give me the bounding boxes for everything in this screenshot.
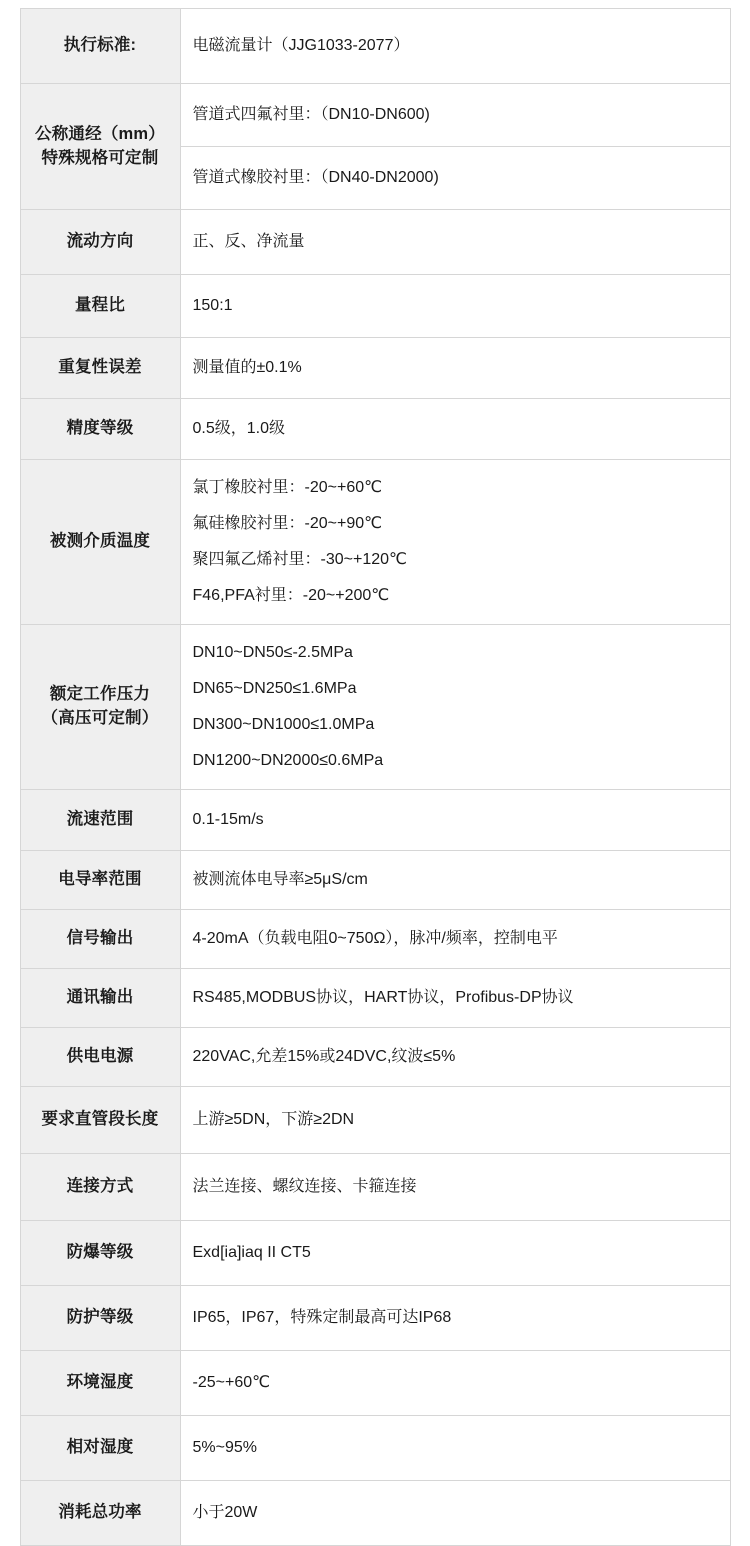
row-value: 法兰连接、螺纹连接、卡箍连接 [180,1154,730,1221]
row-value: 电磁流量计（JJG1033-2077） [180,9,730,84]
row-label: 被测介质温度 [20,460,180,625]
row-value: 0.5级，1.0级 [180,399,730,460]
row-value: 管道式四氟衬里：（DN10-DN600) [180,84,730,147]
row-value: 150:1 [180,275,730,338]
table-row [20,969,730,1028]
row-label: 电导率范围 [20,851,180,910]
table-row [20,460,730,625]
row-label: 供电电源 [20,1028,180,1087]
table-row [20,1351,730,1416]
row-label: 执行标准: [20,9,180,84]
row-value: 管道式橡胶衬里：（DN40-DN2000) [180,147,730,210]
table-row [20,1028,730,1087]
table-row [20,851,730,910]
table-row [20,9,730,84]
table-row [20,275,730,338]
row-label: 量程比 [20,275,180,338]
row-value: RS485,MODBUS协议，HART协议，Profibus-DP协议 [180,969,730,1028]
row-label: 流动方向 [20,210,180,275]
row-label: 防爆等级 [20,1221,180,1286]
table-row [20,1286,730,1351]
spec-table-body [20,9,730,1546]
row-label: 通讯输出 [20,969,180,1028]
table-row [20,84,730,147]
table-row [20,1481,730,1546]
row-label: 额定工作压力 （高压可定制） [20,625,180,790]
row-label: 消耗总功率 [20,1481,180,1546]
table-row [20,338,730,399]
row-label: 环境湿度 [20,1351,180,1416]
row-label: 连接方式 [20,1154,180,1221]
row-value: 小于20W [180,1481,730,1546]
row-label: 公称通经（mm） 特殊规格可定制 [20,84,180,210]
table-row [20,1154,730,1221]
table-row [20,210,730,275]
row-value: 氯丁橡胶衬里：-20~+60℃ 氟硅橡胶衬里：-20~+90℃ 聚四氟乙烯衬里：-30~+120℃ F46,PFA衬里：-20~+200℃ [180,460,730,625]
table-row [20,790,730,851]
table-row [20,1416,730,1481]
table-row [20,399,730,460]
row-label: 相对湿度 [20,1416,180,1481]
table-row [20,1221,730,1286]
row-label: 精度等级 [20,399,180,460]
row-value: 5%~95% [180,1416,730,1481]
row-value: 被测流体电导率≥5μS/cm [180,851,730,910]
row-value: DN10~DN50≤-2.5MPa DN65~DN250≤1.6MPa DN300~DN1000≤1.0MPa DN1200~DN2000≤0.6MPa [180,625,730,790]
row-value: 上游≥5DN，下游≥2DN [180,1087,730,1154]
row-value: 正、反、净流量 [180,210,730,275]
table-row [20,1087,730,1154]
row-value: 4-20mA（负载电阻0~750Ω），脉冲/频率，控制电平 [180,910,730,969]
row-label: 信号输出 [20,910,180,969]
table-row [20,625,730,790]
row-label: 流速范围 [20,790,180,851]
row-value: -25~+60℃ [180,1351,730,1416]
row-value: Exd[ia]iaq II CT5 [180,1221,730,1286]
row-value: 测量值的±0.1% [180,338,730,399]
row-value: 0.1-15m/s [180,790,730,851]
row-label: 防护等级 [20,1286,180,1351]
row-label: 要求直管段长度 [20,1087,180,1154]
spec-table [20,8,731,1546]
table-row [20,910,730,969]
row-value: 220VAC,允差15%或24DVC,纹波≤5% [180,1028,730,1087]
row-label: 重复性误差 [20,338,180,399]
row-value: IP65，IP67，特殊定制最高可达IP68 [180,1286,730,1351]
